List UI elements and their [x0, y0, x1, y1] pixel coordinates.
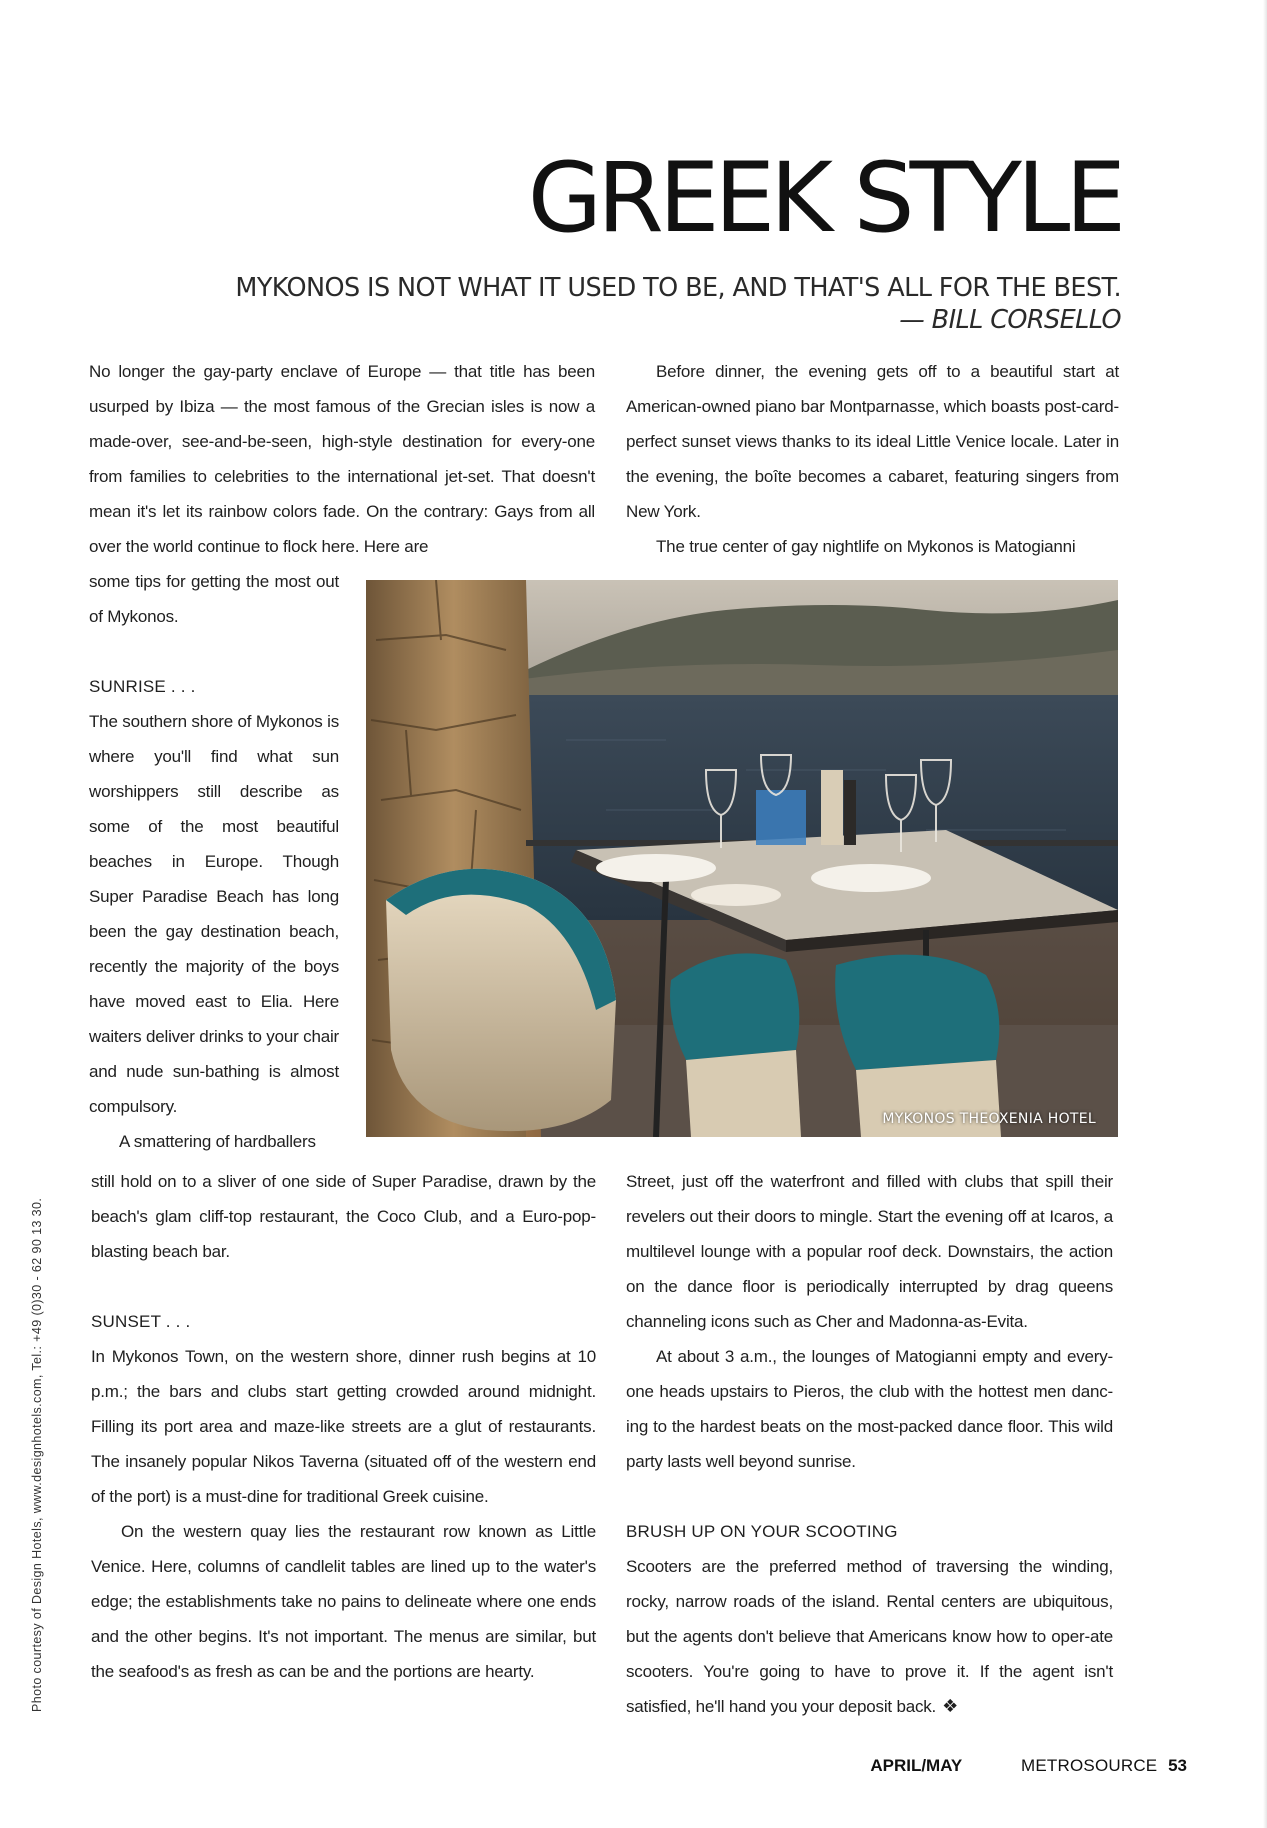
left-intro-paragraph [89, 354, 595, 564]
sunset-text: In Mykonos Town, on the western shore, dinner rush begins at 10 p.m.; the bars and clubs start getting crowded around midnight. Filling its port area and maze-like streets are a glut of restaurants. The insanely popular Nikos Taverna (situated off of the western end of the port) is a must-dine for traditional Greek cuisine. [91, 1347, 596, 1506]
page-footer [870, 1756, 1187, 1776]
sunrise-heading: SUNRISE . . . [89, 677, 196, 696]
end-mark-icon: ❖ [942, 1696, 959, 1716]
left-narrow-column [89, 564, 339, 1159]
photo-credit: Photo courtesy of Design Hotels, www.designhotels.com, Tel.: +49 (0)30 - 62 90 13 30. [30, 1197, 44, 1712]
footer-issue: APRIL/MAY [870, 1756, 963, 1775]
right-para-2-start: The true center of gay nightlife on Mykonos is Matogianni [656, 537, 1076, 556]
sunrise-text: The southern shore of Mykonos is where you'll find what sun worshippers still describe as some of the most beautiful beaches in Europe. Though Super Paradise Beach has long been the gay destination beach, recently the majority of the boys have moved east to Elia. Here waiters deliver drinks to your chair and nude sun-bathing is almost compulsory. [89, 712, 339, 1116]
sunrise-text-2b: still hold on to a sliver of one side of Super Paradise, drawn by the beach's glam cliff-top restaurant, the Coco Club, and a Euro-pop-blasting beach bar. [91, 1172, 596, 1261]
restaurant-photo-illustration [366, 580, 1118, 1137]
right-para-1: Before dinner, the evening gets off to a beautiful start at American-owned piano bar Montparnasse, which boasts post-card-perfect sunset views thanks to its ideal Little Venice locale. Later in the evening, the boîte becomes a cabaret, featuring singers from New York. [626, 362, 1119, 521]
right-para-2-cont: Street, just off the waterfront and filled with clubs that spill their revelers out their doors to mingle. Start the evening off at Icaros, a multilevel lounge with a popular roof deck. Downstairs, the action on the dance floor is periodically interrupted by drag queens channeling icons such as Cher and Madonna-as-Evita. [626, 1172, 1113, 1331]
byline: — BILL CORSELLO [899, 305, 1121, 335]
restaurant-photo [366, 580, 1118, 1137]
scooting-text-wrap [626, 1549, 1113, 1724]
right-para-3: At about 3 a.m., the lounges of Matogianni empty and every-one heads upstairs to Pieros, the club with the hottest men danc-ing to the hardest beats on the most-packed dance floor. This wild party lasts well beyond sunrise. [626, 1347, 1113, 1471]
photo-caption: MYKONOS THEOXENIA HOTEL [882, 1111, 1096, 1127]
page-edge [1263, 0, 1267, 1828]
right-upper-column [626, 354, 1119, 564]
sunset-text-2: On the western quay lies the restaurant row known as Little Venice. Here, columns of candlelit tables are lined up to the water's edge; the establishments take no pains to delineate where one ends and the other begins. It's not important. The menus are similar, but the seafood's as fresh as can be and the portions are hearty. [91, 1522, 596, 1681]
scooting-text: Scooters are the preferred method of traversing the winding, rocky, narrow roads of the island. Rental centers are ubiquitous, but the agents don't believe that Americans know how to oper-ate scooters. You're going to have to prove it. If the agent isn't satisfied, he'll hand you your deposit back. [626, 1557, 1113, 1716]
scooting-heading: BRUSH UP ON YOUR SCOOTING [626, 1522, 898, 1541]
article-title: GREEK STYLE [527, 142, 1121, 254]
footer-page-number: 53 [1168, 1756, 1187, 1775]
footer-publication: METROSOURCE [1021, 1756, 1158, 1775]
intro-text-b: some tips for getting the most out of Mykonos. [89, 572, 339, 626]
sunrise-text-2a: A smattering of hardballers [119, 1132, 316, 1151]
left-lower-column [91, 1164, 596, 1689]
deck-text: MYKONOS IS NOT WHAT IT USED TO BE, AND THAT'S ALL FOR THE BEST. [235, 273, 1121, 303]
sunset-heading: SUNSET . . . [91, 1312, 191, 1331]
intro-text-a: No longer the gay-party enclave of Europe — that title has been usurped by Ibiza — the most famous of the Grecian isles is now a made-over, see-and-be-seen, high-style destination for every-one from families to celebrities to the international jet-set. That doesn't mean it's let its rainbow colors fade. On the contrary: Gays from all over the world continue to flock here. Here are [89, 362, 595, 556]
article-deck [235, 272, 1121, 336]
right-lower-column [626, 1164, 1113, 1724]
